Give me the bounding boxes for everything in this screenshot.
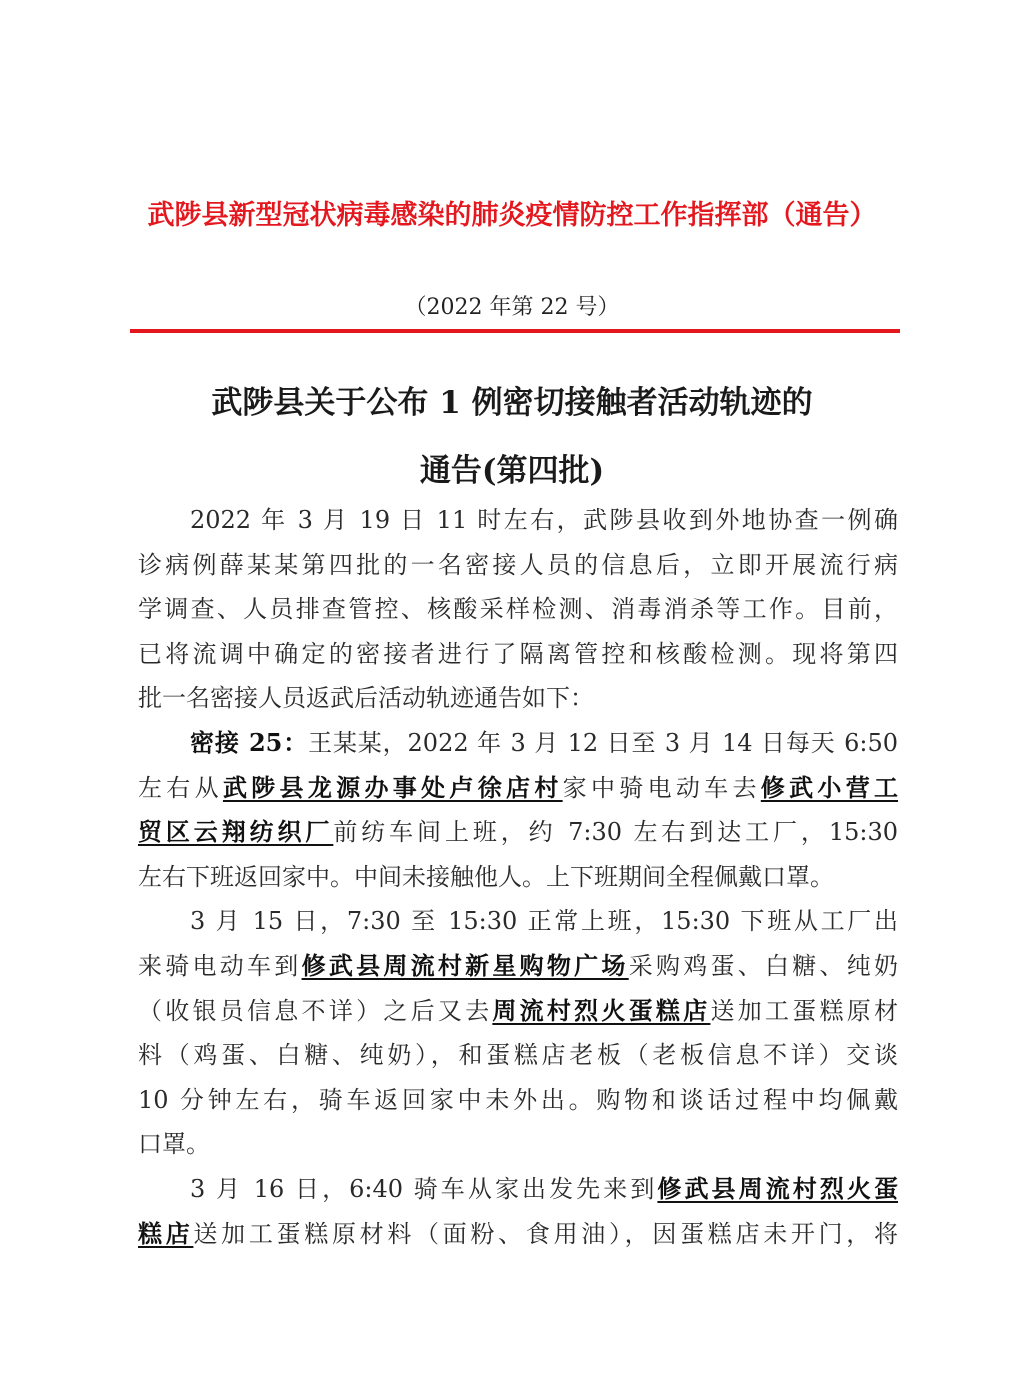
issuing-authority-title: 武陟县新型冠状病毒感染的肺炎疫情防控工作指挥部（通告） (147, 200, 877, 231)
text-line (138, 1035, 898, 1080)
text-line (138, 589, 898, 634)
highlighted-location: 修武县周流村新星购物广场 (301, 950, 629, 980)
text-segment: 家中骑电动车去 (562, 773, 761, 802)
text-segment: 来骑电动车到 (138, 951, 302, 980)
text-line (138, 500, 898, 545)
text-line (138, 768, 898, 813)
red-divider-line (130, 329, 900, 333)
text-segment: 采购鸡蛋、白糖、纯奶 (628, 951, 899, 980)
text-segment: 王某某，2022 年 3 月 12 日至 3 月 14 日每天 6:50 (308, 728, 898, 757)
paragraph (138, 901, 898, 1169)
paragraph (138, 500, 898, 723)
text-segment: 学调查、人员排查管控、核酸采样检测、消毒消杀等工作。目前， (138, 595, 898, 624)
text-line (138, 545, 898, 590)
text-segment: 送加工蛋糕原材料（面粉、食用油），因蛋糕店未开门，将 (193, 1219, 899, 1248)
highlighted-location: 修武县周流村烈火蛋 (657, 1173, 898, 1203)
text-segment: 料（鸡蛋、白糖、纯奶），和蛋糕店老板（老板信息不详）交谈 (138, 1041, 898, 1070)
text-line (138, 857, 898, 902)
contact-label: 密接 25： (190, 727, 309, 757)
paragraph (138, 723, 898, 901)
notice-title-line-1: 武陟县关于公布 1 例密切接触者活动轨迹的 (211, 385, 813, 421)
text-line (138, 1080, 898, 1125)
text-segment: 10 分钟左右，骑车返回家中未外出。购物和谈话过程中均佩戴 (138, 1085, 898, 1114)
text-segment: （收银员信息不详）之后又去 (138, 996, 493, 1025)
text-segment: 送加工蛋糕原材 (710, 996, 899, 1025)
highlighted-location: 修武小营工 (760, 772, 899, 802)
text-line (138, 901, 898, 946)
text-line (138, 1214, 898, 1259)
text-segment: 已将流调中确定的密接者进行了隔离管控和核酸检测。现将第四 (138, 639, 898, 668)
highlighted-location: 武陟县龙源办事处卢徐店村 (222, 772, 563, 802)
text-segment: 前纺车间上班，约 7:30 左右到达工厂，15:30 (333, 818, 898, 847)
highlighted-location: 糕店 (138, 1218, 194, 1248)
text-segment: 左右下班返回家中。中间未接触他人。上下班期间全程佩戴口罩。 (138, 862, 834, 891)
paragraph (138, 1169, 898, 1258)
document-number: （2022 年第 22 号） (404, 295, 620, 320)
text-line (138, 634, 898, 679)
text-segment: 诊病例薛某某第四批的一名密接人员的信息后，立即开展流行病 (138, 550, 898, 579)
text-line (138, 723, 898, 768)
text-segment: 左右从 (138, 773, 223, 802)
text-segment: 3 月 16 日，6:40 骑车从家出发先来到 (190, 1174, 658, 1203)
text-line (138, 1124, 898, 1169)
text-segment: 口罩。 (138, 1130, 210, 1159)
text-line (138, 946, 898, 991)
highlighted-location: 周流村烈火蛋糕店 (492, 995, 711, 1025)
text-segment: 批一名密接人员返武后活动轨迹通告如下： (138, 684, 594, 713)
text-line (138, 1169, 898, 1214)
text-line (138, 812, 898, 857)
text-line (138, 678, 898, 723)
text-segment: 3 月 15 日，7:30 至 15:30 正常上班，15:30 下班从工厂出 (190, 907, 898, 936)
notice-title-line-2: 通告(第四批) (419, 453, 605, 489)
text-segment: 2022 年 3 月 19 日 11 时左右，武陟县收到外地协查一例确 (190, 506, 898, 534)
notice-body (138, 500, 898, 1258)
highlighted-location: 贸区云翔纺织厂 (138, 817, 334, 847)
text-line (138, 991, 898, 1036)
